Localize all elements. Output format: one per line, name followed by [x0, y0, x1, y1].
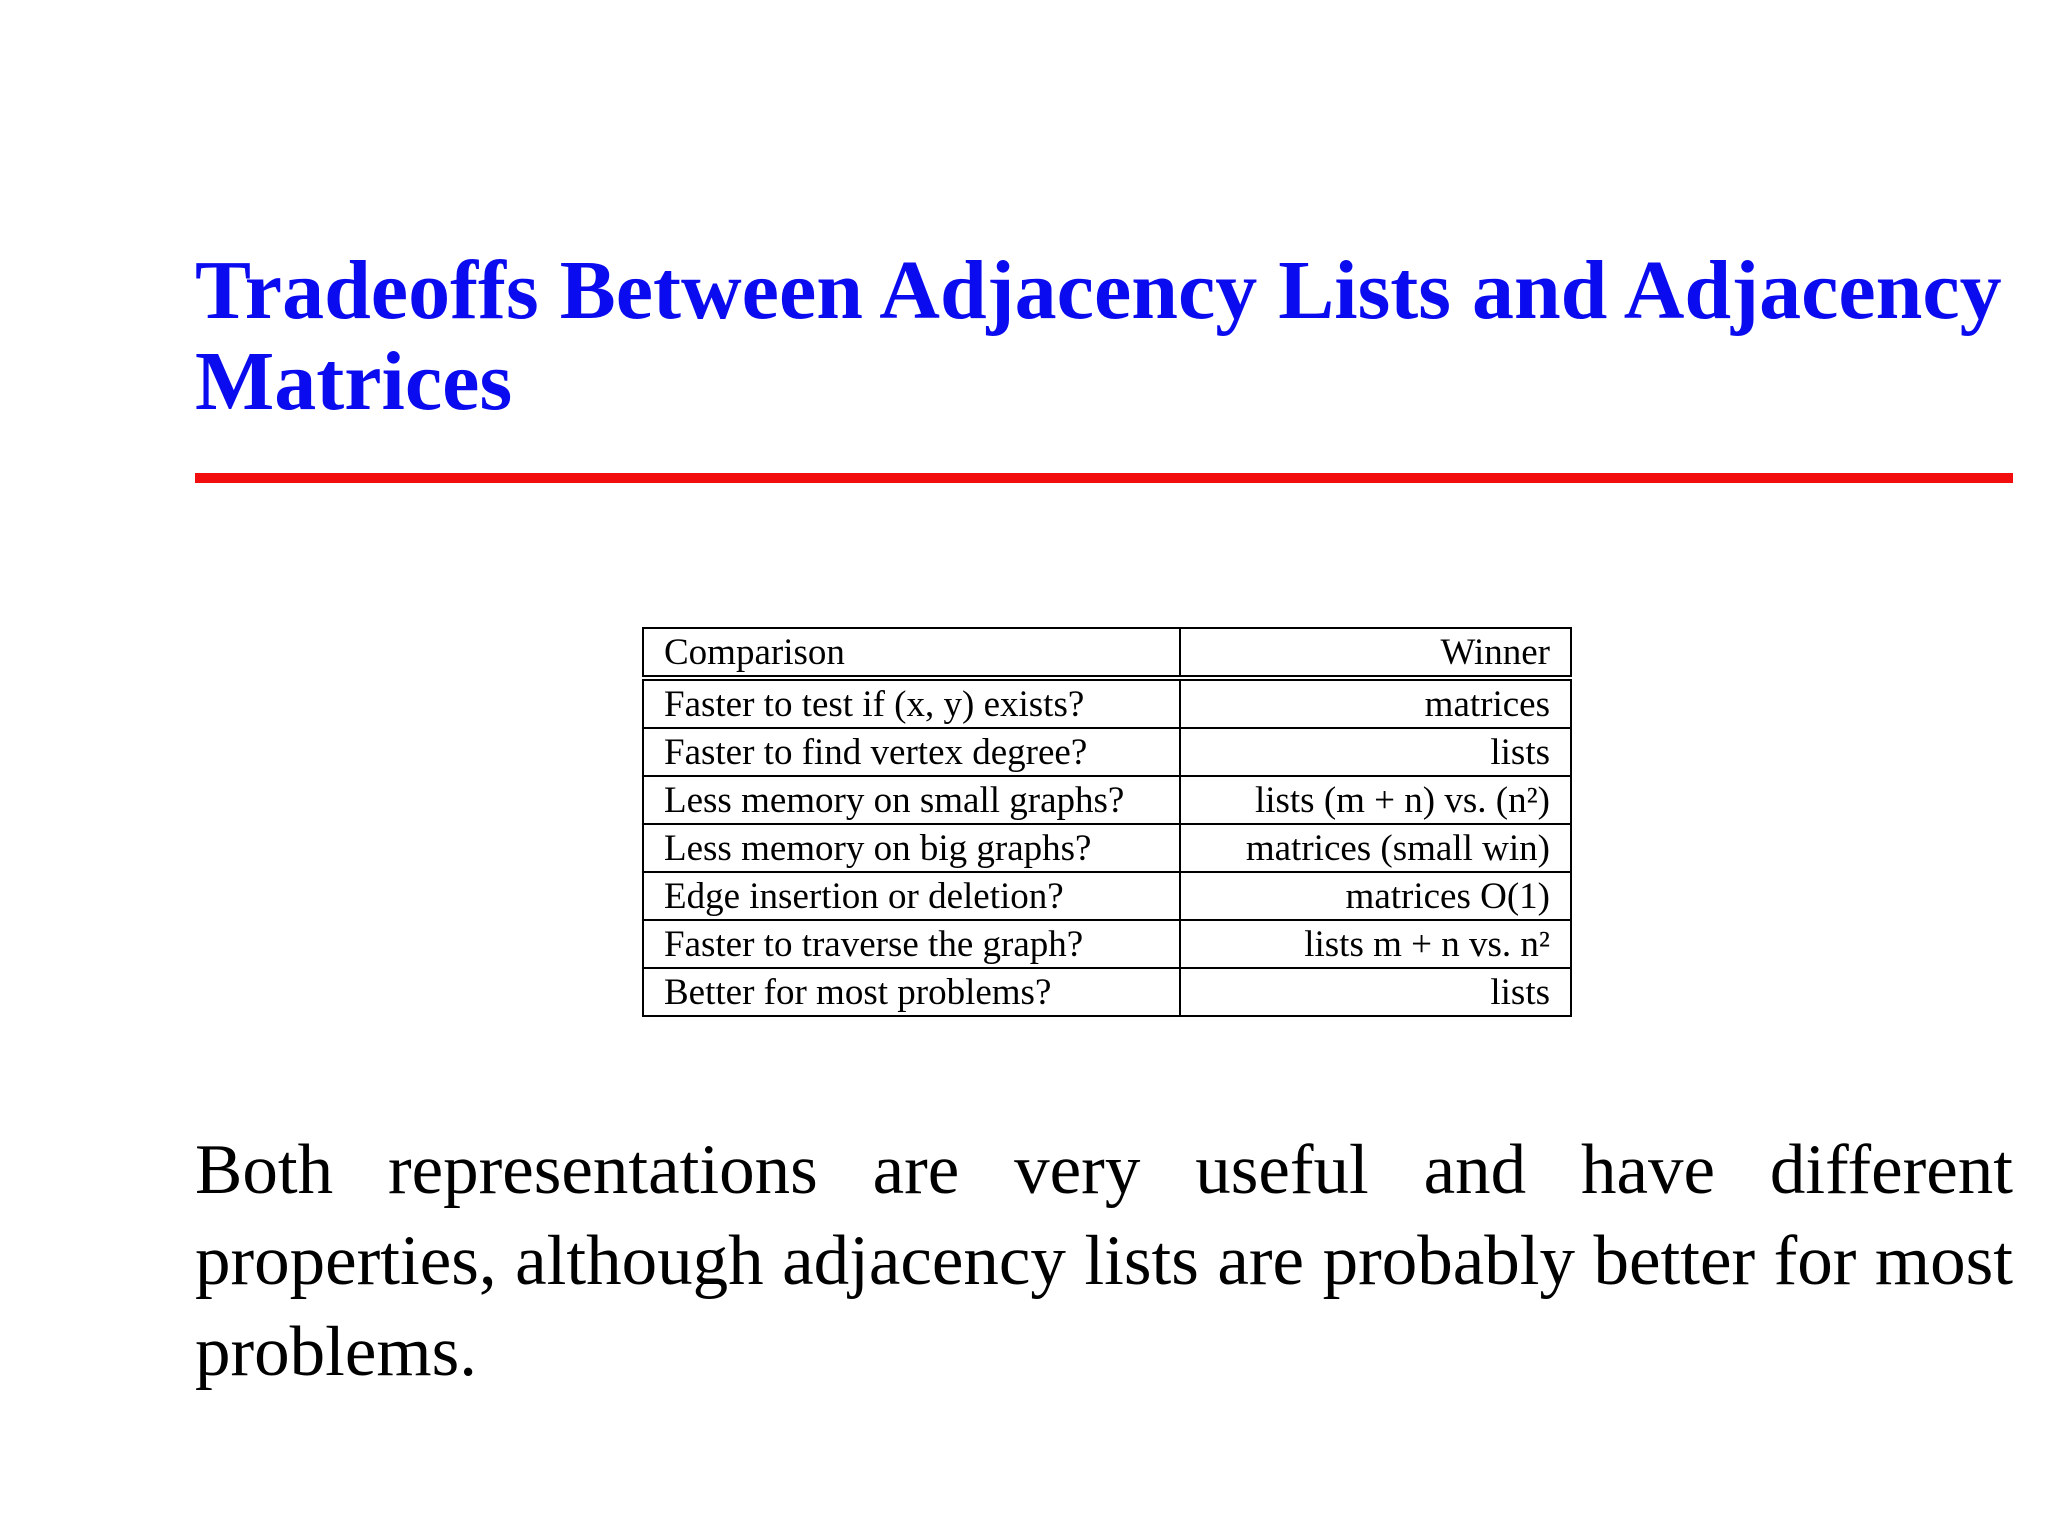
header-comparison: Comparison — [643, 628, 1180, 678]
row-winner-cell: lists m + n vs. n² — [1180, 920, 1571, 968]
table-row — [643, 872, 1571, 920]
comparison-table-container — [642, 627, 1572, 1017]
row-winner-cell: matrices (small win) — [1180, 824, 1571, 872]
row-comparison-cell: Faster to find vertex degree? — [643, 728, 1180, 776]
header-winner: Winner — [1180, 628, 1571, 678]
row-comparison-cell: Less memory on small graphs? — [643, 776, 1180, 824]
comparison-table — [642, 627, 1572, 1017]
row-comparison-cell: Edge insertion or deletion? — [643, 872, 1180, 920]
row-winner-cell: matrices O(1) — [1180, 872, 1571, 920]
table-row — [643, 776, 1571, 824]
table-row — [643, 824, 1571, 872]
table-header-row — [643, 628, 1571, 678]
conclusion-paragraph: Both representations are very useful and have different properties, although adjacency lists are probably better for most problems. — [195, 1131, 2013, 1391]
row-winner-cell: lists (m + n) vs. (n²) — [1180, 776, 1571, 824]
row-winner-cell: lists — [1180, 728, 1571, 776]
row-comparison-cell: Less memory on big graphs? — [643, 824, 1180, 872]
slide-title: Tradeoffs Between Adjacency Lists and Adjacency Matrices — [195, 244, 2002, 428]
row-winner-cell: matrices — [1180, 678, 1571, 728]
table-row — [643, 968, 1571, 1016]
table-row — [643, 678, 1571, 728]
row-comparison-cell: Faster to test if (x, y) exists? — [643, 678, 1180, 728]
row-winner-cell: lists — [1180, 968, 1571, 1016]
table-row — [643, 920, 1571, 968]
table-row — [643, 728, 1571, 776]
row-comparison-cell: Better for most problems? — [643, 968, 1180, 1016]
title-divider — [195, 473, 2013, 483]
row-comparison-cell: Faster to traverse the graph? — [643, 920, 1180, 968]
